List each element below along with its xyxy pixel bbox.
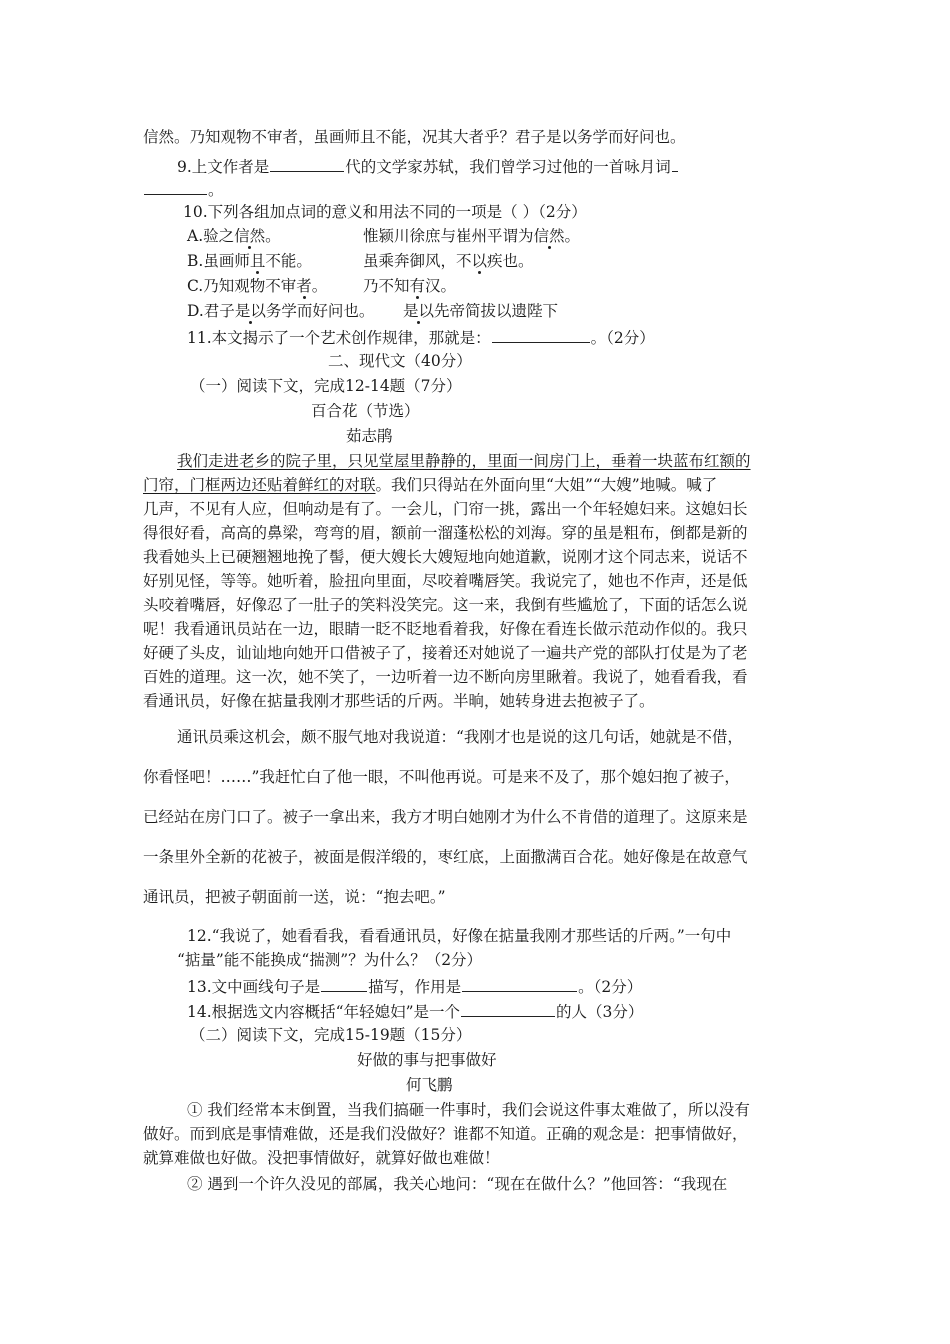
- article-1-author: 茹志鹃: [346, 427, 393, 445]
- paragraph-line: 做好。而到底是事情难做，还是我们没做好？谁都不知道。正确的观念是：把事情做好，: [143, 1125, 748, 1143]
- paragraph-line: 通讯员乘这机会，颇不服气地对我说道：“我刚才也是说的这几句话，她就是不借，: [177, 728, 743, 746]
- question-9-cont: [143, 178, 224, 200]
- dotted-word: 以: [471, 252, 488, 270]
- passage-tail: 信然。乃知观物不审者，虽画师且不能，况其大者乎？君子是以务学而好问也。: [143, 128, 686, 146]
- underlined-sentence: 我们走进老乡的院子里，只见堂屋里静静的，里面一间房门上，垂着一块蓝布红额的: [177, 452, 751, 470]
- article-2-author: 何飞鹏: [406, 1076, 453, 1094]
- q10-option-a: A.验之信然。: [187, 227, 281, 245]
- q9-text-a: 9.上文作者是: [177, 158, 270, 176]
- part-1-heading: （一）阅读下文，完成12-14题（7分）: [190, 377, 462, 395]
- paragraph-line: 一条里外全新的花被子，被面是假洋缎的，枣红底，上面撒满百合花。她好像是在故意气: [143, 848, 748, 866]
- q13-blank-1[interactable]: [321, 975, 367, 992]
- paragraph-line: 已经站在房门口了。被子一拿出来，我方才明白她刚才为什么不肯借的道理了。这原来是: [143, 808, 748, 826]
- question-9: [177, 155, 679, 177]
- paragraph-line: 几声，不见有人应，但响动是有了。一会儿，门帘一挑，露出一个年轻媳妇来。这媳妇长: [143, 500, 748, 518]
- dotted-word: 是以: [234, 302, 266, 320]
- question-10-stem: 10.下列各组加点词的意义和用法不同的一项是（ ）（2分）: [183, 203, 587, 221]
- paragraph-line: 就算难做也好做。没把事情做好，就算好做也难做！: [143, 1149, 500, 1167]
- q10-option-d-pair: 是以先帝简拔以遗陛下: [403, 302, 559, 320]
- paragraph-line: 我看她头上已硬翘翘地挽了髻，便大嫂长大嫂短地向她道歉，说刚才这个同志来，说话不: [143, 548, 748, 566]
- paragraph-line: 得很好看，高高的鼻梁，弯弯的眉，额前一溜蓬松松的刘海。穿的虽是粗布，倒都是新的: [143, 524, 748, 542]
- article-1-title: 百合花（节选）: [311, 402, 420, 420]
- underlined-sentence: 门帘，门框两边还贴着鲜红的对联: [143, 476, 376, 494]
- paragraph-line: 头咬着嘴唇，好像忍了一肚子的笑料没笑完。这一来，我倒有些尴尬了，下面的话怎么说: [143, 596, 748, 614]
- article-1-line-1: [177, 451, 751, 471]
- paragraph-line: 好硬了头皮，讪讪地向她开口借被子了，接着还对她说了一遍共产党的部队打仗是为了老: [143, 644, 748, 662]
- q9-blank-2a[interactable]: [672, 155, 678, 172]
- dotted-word: 且: [249, 252, 266, 270]
- paragraph-line: ② 遇到一个许久没见的部属，我关心地问：“现在在做什么？”他回答：“我现在: [187, 1175, 728, 1193]
- question-12-cont: “掂量”能不能换成“揣测”？为什么？（2分）: [177, 951, 483, 969]
- question-11: 11.本文揭示了一个艺术创作规律，那就是： 。（2分）: [187, 326, 655, 348]
- q14-blank[interactable]: [461, 1000, 555, 1017]
- article-2-title: 好做的事与把事做好: [357, 1051, 497, 1069]
- part-2-heading: （二）阅读下文，完成15-19题（15分）: [190, 1026, 472, 1044]
- paragraph-line: 百姓的道理。这一次，她不笑了，一边听着一边不断向房里瞅着。我说了，她看看我，看: [143, 668, 748, 686]
- dotted-word: 是以: [403, 302, 435, 320]
- q9-blank-1[interactable]: [270, 155, 344, 172]
- q11-blank[interactable]: [492, 326, 590, 343]
- q9-blank-2b[interactable]: [144, 178, 207, 195]
- paragraph-line: 好别见怪，等等。她听着，脸扭向里面，尽咬着嘴唇笑。我说完了，她也不作声，还是低: [143, 572, 748, 590]
- dotted-word: 信然: [234, 227, 266, 245]
- question-13: 13.文中画线句子是 描写，作用是 。（2分）: [187, 975, 642, 997]
- dotted-word: 信然: [533, 227, 565, 245]
- paragraph-line: ① 我们经常本末倒置，当我们搞砸一件事时，我们会说这件事太难做了，所以没有: [187, 1101, 750, 1119]
- dotted-word: 者: [296, 277, 312, 295]
- question-12: 12.“我说了，她看看我，看看通讯员，好像在掂量我刚才那些话的斤两。”一句中: [187, 927, 732, 945]
- paragraph-line: 呢！我看通讯员站在一边，眼睛一眨不眨地看着我，好像在看连长做示范动作似的。我只: [143, 620, 748, 638]
- q10-option-b-pair: 虽乘奔御风，不以疾也。: [363, 252, 534, 270]
- q10-option-c: C.乃知观物不审者。: [187, 277, 328, 295]
- q9-text-b: 代的文学家苏轼，我们曾学习过他的一首咏月词: [345, 158, 671, 176]
- article-1-line-2: 门帘，门框两边还贴着鲜红的对联。我们只得站在外面向里“大姐”“大嫂”地喊。喊了: [143, 476, 718, 494]
- q9-text-c: 。: [208, 181, 224, 199]
- q10-option-a-pair: 惟颍川徐庶与崔州平谓为信然。: [363, 227, 581, 245]
- paragraph-line: 通讯员，把被子朝面前一送，说：“抱去吧。”: [143, 888, 446, 906]
- paragraph-line: 你看怪吧！……”我赶忙白了他一眼，不叫他再说。可是来不及了，那个媳妇抱了被子，: [143, 768, 740, 786]
- q13-blank-2[interactable]: [462, 975, 577, 992]
- q10-option-b: B.虽画师且不能。: [187, 252, 312, 270]
- question-14: 14.根据选文内容概括“年轻媳妇”是一个 的人（3分）: [187, 1000, 643, 1022]
- q10-option-c-pair: 乃不知有汉。: [363, 277, 457, 295]
- dotted-word: 有: [409, 277, 426, 295]
- section-title: 二、现代文（40分）: [328, 352, 472, 370]
- paragraph-line: 看通讯员，好像在掂量我刚才那些话的斤两。半晌，她转身进去抱被子了。: [143, 692, 655, 710]
- q10-option-d: D.君子是以务学而好问也。: [187, 302, 375, 320]
